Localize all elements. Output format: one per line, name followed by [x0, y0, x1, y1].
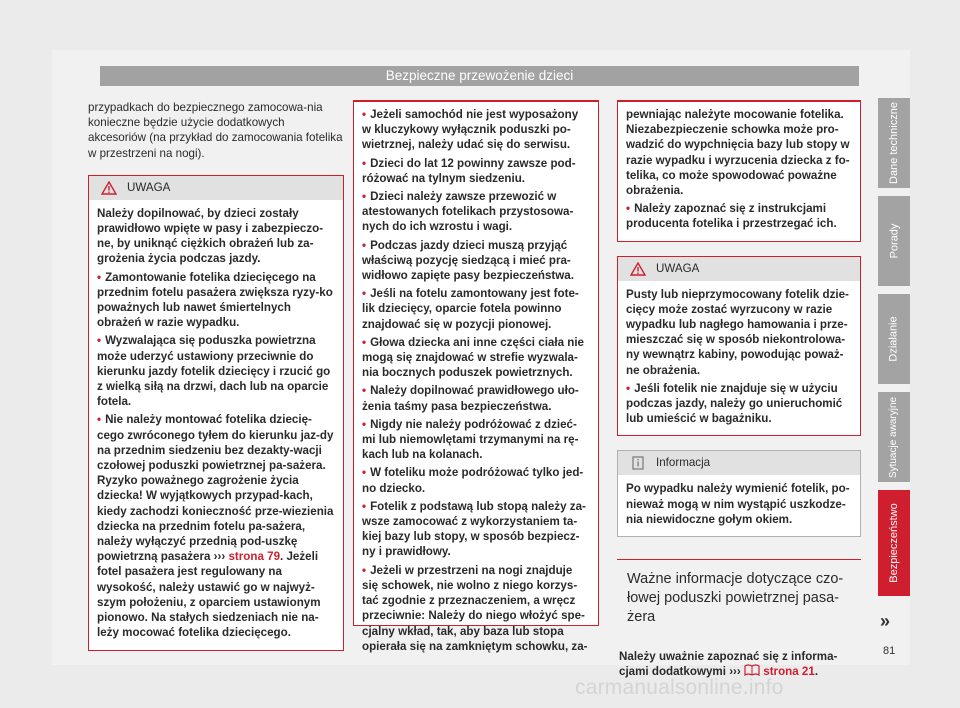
xref-link-page-79[interactable]: strona 79 [228, 550, 281, 564]
warning-body-continued [354, 102, 598, 663]
page-header: Bezpieczne przewożenie dzieci [100, 66, 859, 86]
tab-porady[interactable] [878, 196, 910, 286]
warning-title: UWAGA [656, 261, 700, 275]
book-icon [744, 664, 760, 676]
tab-dzialanie[interactable] [878, 294, 910, 384]
warning-bullet: • Jeśli na fotelu zamontowany jest fote-lik dziecięcy, oparcie fotela powinno znajdować się w pozycji pionowej. [362, 286, 590, 332]
warning-bullet: • Zamontowanie fotelika dziecięcego na przednim fotelu pasażera zwiększa ryzy-ko poważnych lub nawet śmiertelnych obrażeń w razie wypadku. [97, 270, 335, 331]
xref-link-page-21[interactable]: strona 21 [763, 665, 815, 679]
watermark: carmanualsonline.info [575, 676, 784, 699]
warning-bullet: • Należy zapoznać się z instrukcjami producenta fotelika i przestrzegać ich. [626, 201, 852, 231]
warning-bullet: • Wyzwalająca się poduszka powietrzna może uderzyć ustawiony przeciwnie do kierunku jazdy fotelik dziecięcy i rzucić go z wielką siłą na drzwi, dach lub na oparcie fotela. [97, 333, 335, 409]
section-end: . [814, 665, 819, 679]
tab-label: Bezpieczeństwo [888, 503, 900, 583]
tab-bezpieczenstwo[interactable] [878, 490, 910, 596]
section-heading: Ważne informacje dotyczące czo-łowej poduszki powietrznej pasa-żera [617, 559, 861, 637]
tab-label: Porady [888, 223, 901, 259]
info-box [617, 450, 861, 537]
warning-lead: Pusty lub nieprzymocowany fotelik dzie-cięcy może zostać wyrzucony w razie wypadku lub nagłego hamowania i prze-mieszczać się w sposób niekontrolowa-ny wewnątrz kabiny, powodując poważ-ne obrażenia. [626, 287, 849, 377]
tab-sytuacje-awaryjne[interactable] [878, 392, 910, 482]
warning-cont-text: pewniając należyte mocowanie fotelika. Niezabezpieczenie schowka może pro-wadzić do wypchnięcia bazy lub stopy w razie wypadku i wyrzucenia dziecka z fo-telika, co może spowodować poważne obrażenia. [626, 108, 850, 198]
warning-bullet: • Głowa dziecka ani inne części ciała nie mogą się znajdować w strefie wyzwala-nia bocznych poduszek powietrznych. [362, 335, 590, 381]
warning-lead: Należy dopilnować, by dzieci zostały prawidłowo wpięte w pasy i zabezpieczo-ne, by uniknąć ciężkich obrażeń lub za-grożenia życia podczas jazdy. [97, 206, 324, 266]
warning-box-header [89, 176, 343, 200]
warning-body [618, 281, 860, 436]
info-title: Informacja [656, 456, 711, 470]
info-box-header [618, 451, 860, 475]
bullet-text: Nie należy montować fotelika dziecię-cego zwróconego tyłem do kierunku jaz-dy na przednim siedzeniu bez dezakty-wacji czołowej poduszki powietrznej pa-sażera. Ryzyko poważnego zagrożenie życia dziecka! W wyjątkowych przypad-kach, kiedy zachodzi konieczność prze-wiezienia dziecka na przednim fotelu pa-sażera, należy wyłączyć przednią pod-uszkę powietrzną pasażera [97, 413, 334, 564]
xref-arrow: ››› [729, 665, 741, 679]
warning-box-2 [617, 256, 861, 437]
warning-triangle-icon [630, 262, 646, 276]
column-1 [88, 100, 344, 651]
warning-bullet: • Nigdy nie należy podróżować z dzieć-mi lub niemowlętami trzymanymi na rę-kach lub na kolanach. [362, 417, 590, 463]
tab-label: Sytuacje awaryjne [888, 396, 900, 478]
tab-label: Działanie [888, 316, 900, 362]
warning-bullet: • Dzieci do lat 12 powinny zawsze pod-różować na tylnym siedzeniu. [362, 156, 590, 186]
warning-bullet: • Podczas jazdy dzieci muszą przyjąć właściwą pozycję siedzącą i mieć pra-widłowo zapięte pasy bezpieczeństwa. [362, 238, 590, 284]
section-text-body: Należy uważnie zapoznać się z informa-cjami dodatkowymi [619, 650, 838, 679]
warning-bullet: • Jeżeli samochód nie jest wyposażony w kluczykowy wyłącznik poduszki po-wietrznej, należy udać się do serwisu. [362, 107, 590, 153]
page-number: 81 [883, 645, 896, 657]
warning-bullet: • Należy dopilnować prawidłowego uło-żenia taśmy pasa bezpieczeństwa. [362, 383, 590, 413]
continue-arrow-icon: » [880, 611, 891, 631]
warning-box-continued-2 [617, 100, 861, 242]
tab-dane-techniczne[interactable] [878, 98, 910, 188]
warning-bullet: • Jeśli fotelik nie znajduje się w użyciu podczas jazdy, należy go unieruchomić lub umieścić w bagażniku. [626, 381, 852, 427]
intro-text: przypadkach do bezpiecznego zamocowa-nia konieczne będzie użycie dodatkowych akcesoriów (na przykład do zamocowania fotelika w przestrzeni na nogi). [88, 101, 343, 160]
bullet-text-continued: . Jeżeli fotel pasażera jest regulowany na wysokość, należy ustawić go w najwyż-szym położeniu, z oparciem ustawionym pionowo. Na stałych siedzeniach nie na-leży mocować fotelika dziecięcego. [97, 550, 321, 640]
column-2 [353, 100, 599, 653]
warning-box-continued [353, 100, 599, 653]
warning-box-header [618, 257, 860, 281]
warning-box-1 [88, 175, 344, 651]
warning-bullet: • Jeżeli w przestrzeni na nogi znajduje się schowek, nie wolno z niego korzys-tać zgodnie z przeznaczeniem, a wręcz przeciwnie: Należy do niego włożyć spe-cjalny wkład, tak, aby baza lub stopa opierała się na zamkniętym schowku, za- [362, 563, 590, 654]
warning-bullet-last [97, 412, 335, 640]
warning-bullet: • Dzieci należy zawsze przewozić w atestowanych fotelikach przystosowa-nych do ich wzrostu i wagi. [362, 189, 590, 235]
info-body [618, 475, 860, 536]
warning-body [89, 200, 343, 650]
warning-body-continued-2 [618, 102, 860, 241]
column-3 [617, 100, 861, 679]
section-text [617, 649, 861, 679]
info-text: Po wypadku należy wymienić fotelik, po-nieważ mogą w nim wystąpić uszkodze-nia niewidoczne gołym okiem. [626, 482, 850, 526]
info-icon [630, 456, 646, 470]
xref-arrow: ››› [213, 550, 226, 564]
warning-triangle-icon [101, 181, 117, 195]
tab-label: Dane techniczne [888, 102, 901, 184]
warning-bullet: • W foteliku może podróżować tylko jed-no dziecko. [362, 465, 590, 495]
warning-title: UWAGA [127, 180, 171, 194]
warning-bullet: • Fotelik z podstawą lub stopą należy za-wsze zamocować z wykorzystaniem ta-kiej bazy lub stopy, w sposób bezpiecz-ny i prawidłowy. [362, 499, 590, 560]
